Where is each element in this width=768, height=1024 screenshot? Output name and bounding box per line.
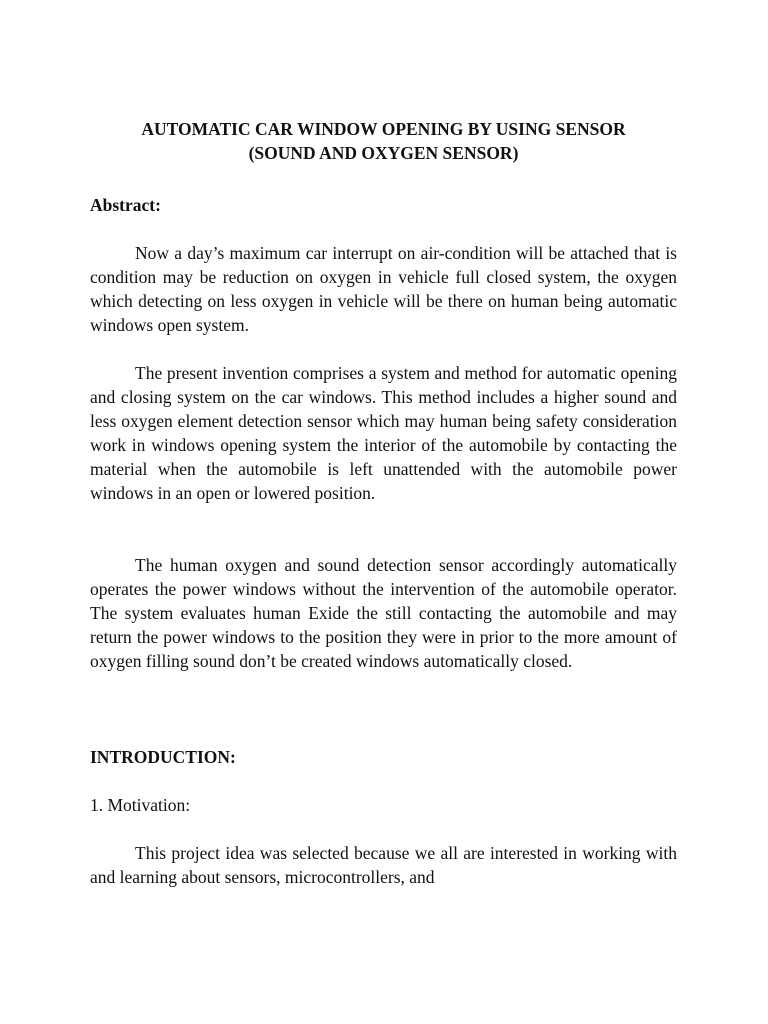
abstract-heading: Abstract: <box>90 195 161 215</box>
motivation-heading: 1. Motivation: <box>90 795 191 815</box>
abstract-paragraph-2: The present invention comprises a system and method for automatic opening and closing system on the car windows. This method includes a higher sound and less oxygen element detection sensor which may human being safety consideration work in windows opening system the interior of the automobile by contacting the material when the automobile is left unattended with the automobile power windows in an open or lowered position. <box>90 363 677 503</box>
abstract-paragraph-1: Now a day’s maximum car interrupt on air-condition will be attached that is condition may be reduction on oxygen in vehicle full closed system, the oxygen which detecting on less oxygen in vehicle will be there on human being automatic windows open system. <box>90 243 677 335</box>
document-title-line2: (SOUND AND OXYGEN SENSOR) <box>248 143 519 163</box>
introduction-heading: INTRODUCTION: <box>90 747 236 767</box>
abstract-paragraph-3: The human oxygen and sound detection sensor accordingly automatically operates the power windows without the intervention of the automobile operator. The system evaluates human Exide the still contacting the automobile and may return the power windows to the position they were in prior to the more amount of oxygen filling sound don’t be created windows automatically closed. <box>90 555 677 671</box>
document-title-line1: AUTOMATIC CAR WINDOW OPENING BY USING SENSOR <box>141 119 626 139</box>
motivation-paragraph: This project idea was selected because we all are interested in working with and learning about sensors, microcontrollers, and <box>90 843 677 887</box>
document-page <box>90 117 677 889</box>
